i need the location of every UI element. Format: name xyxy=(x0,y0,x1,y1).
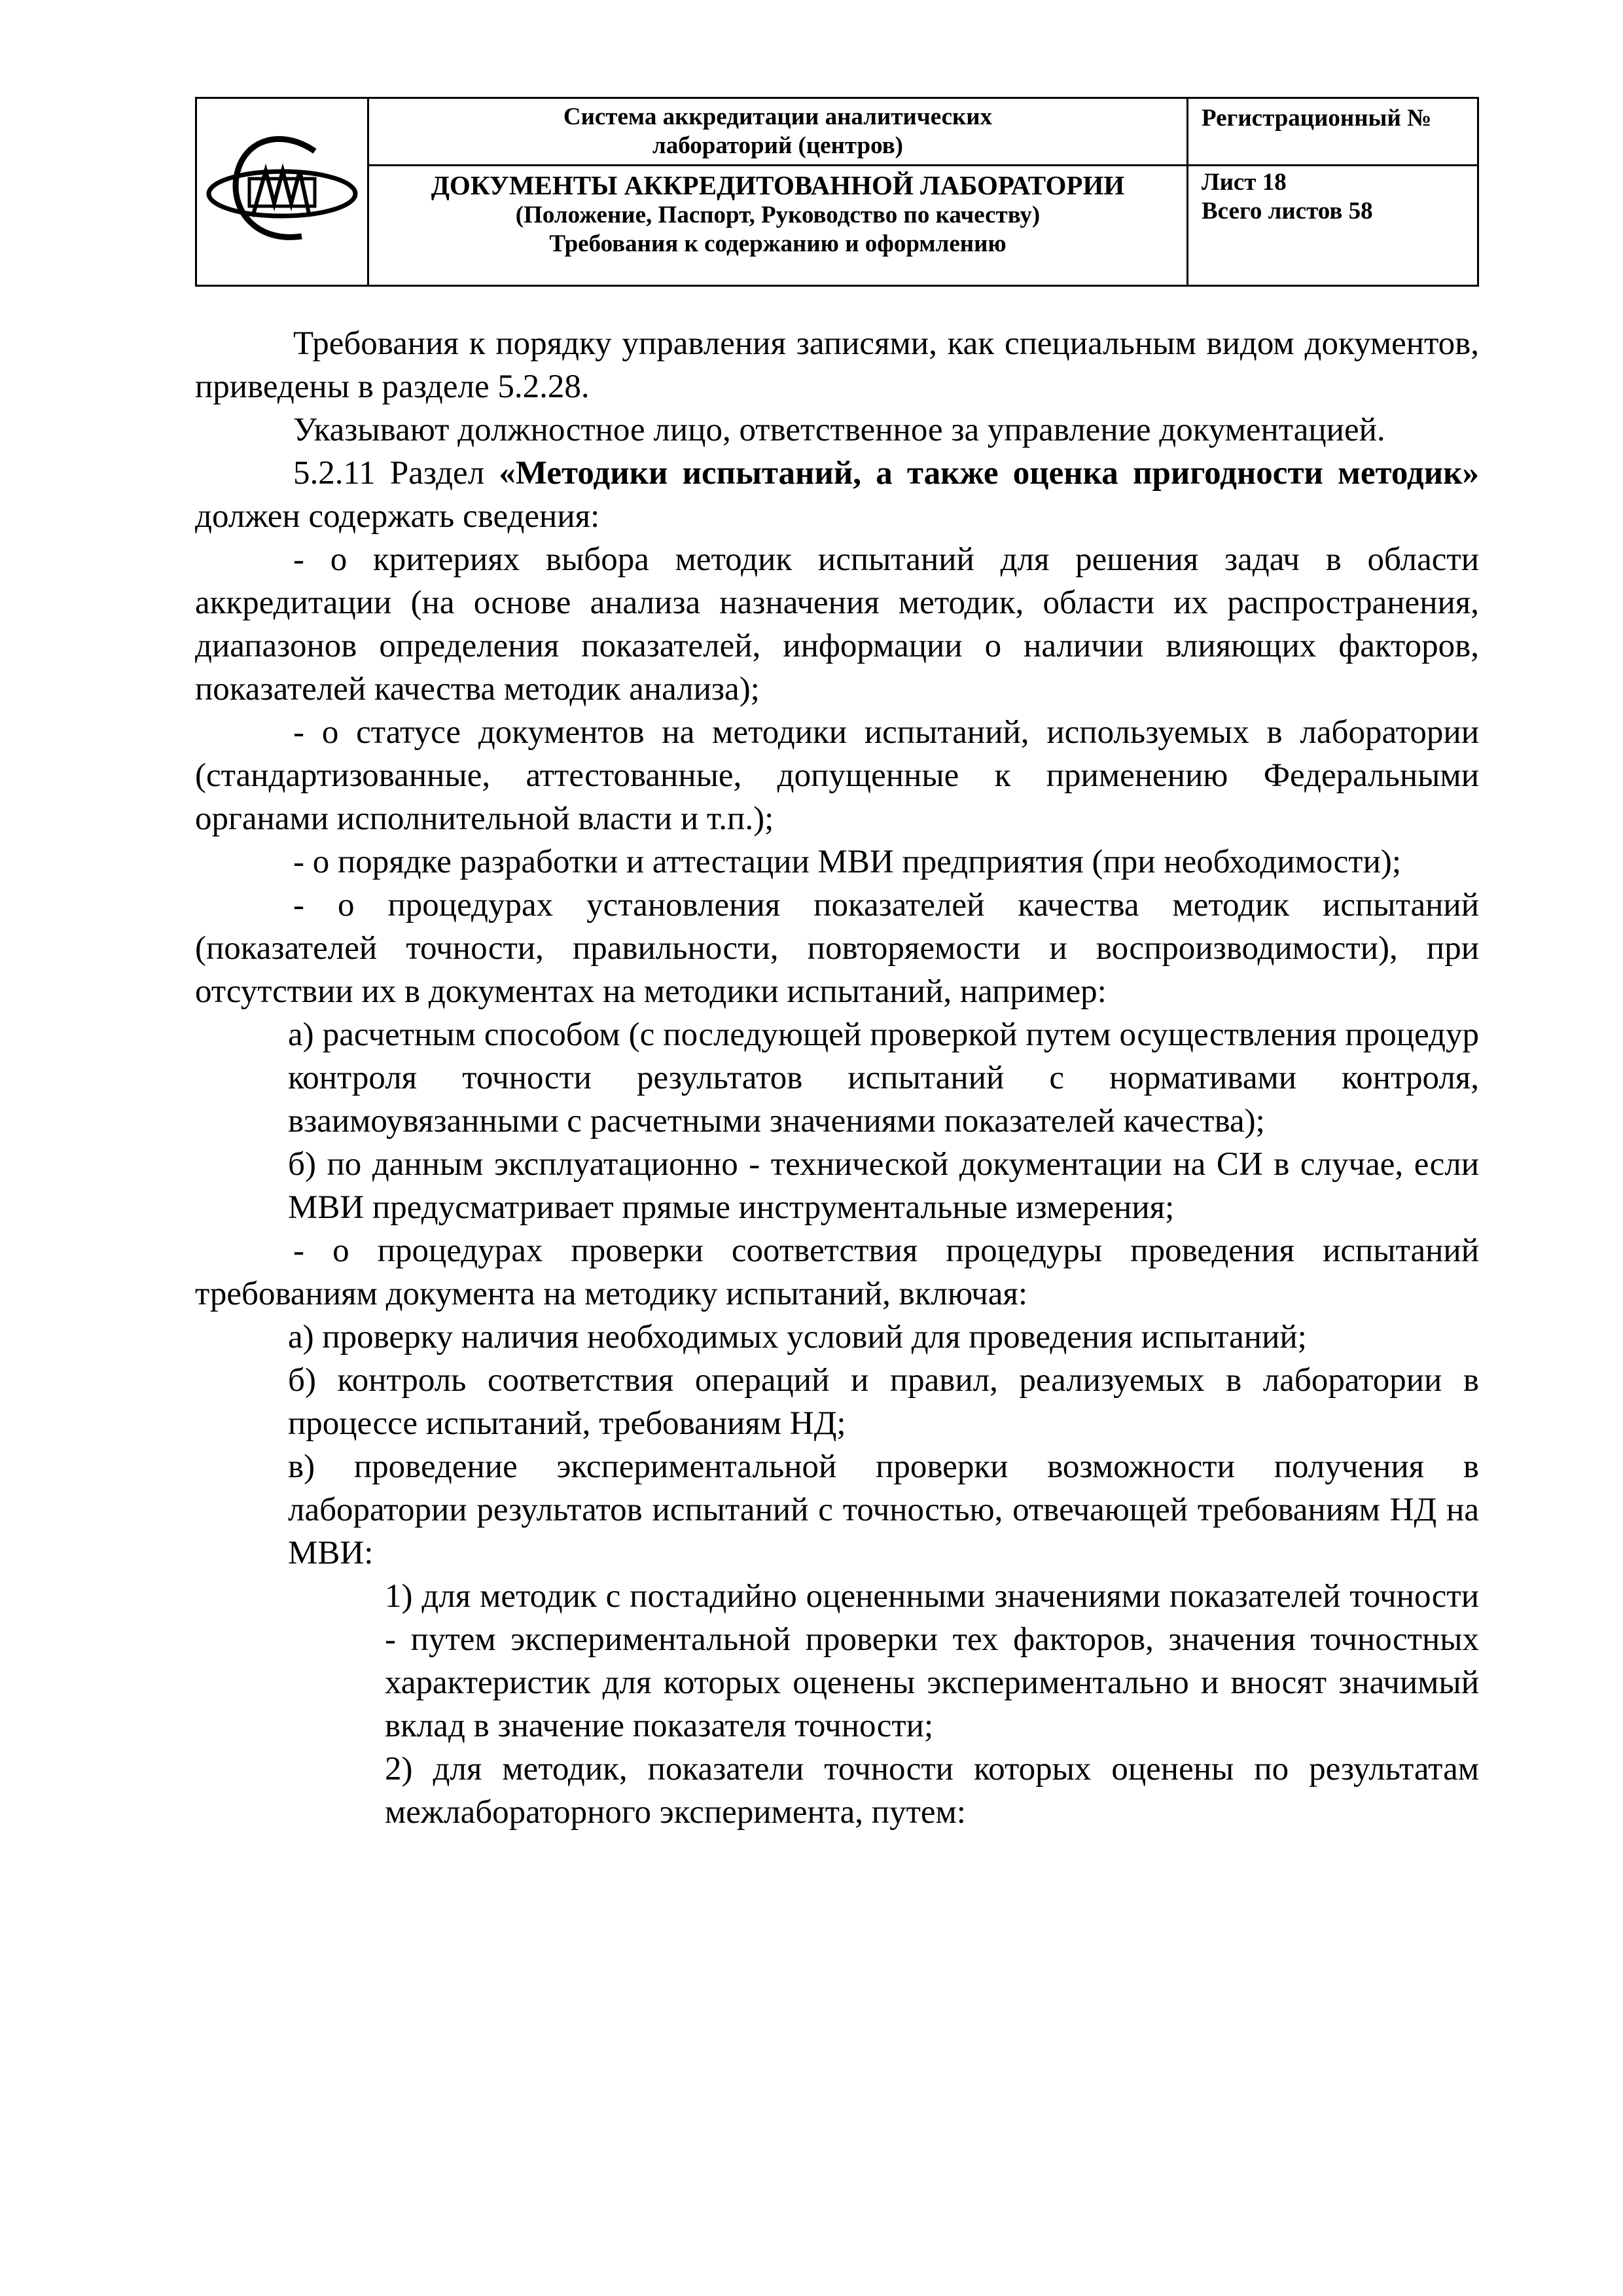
header-org-line1: Система аккредитации аналитических xyxy=(563,103,993,130)
nested-list-item: 1) для методик с постадийно оцененными значениями показателей точности - путем экспериментальной проверки тех факторов, значения точностных характеристик для которых оценены экспериментально и вносят значимый вклад в значение показателя точности; xyxy=(385,1578,1479,1744)
paragraph: Указывают должностное лицо, ответственное за управление документацией. xyxy=(293,412,1385,448)
section-intro: должен содержать сведения: xyxy=(195,498,600,535)
registration-number-label: Регистрационный № xyxy=(1202,105,1432,132)
sheet-number: Лист 18 xyxy=(1202,169,1287,196)
header-org-block xyxy=(369,103,1186,160)
list-item: - о процедурах проверки соответствия процедуры проведения испытаний требованиям документа на методику испытаний, включая: xyxy=(195,1232,1479,1312)
sub-list-item: б) контроль соответствия операций и правил, реализуемых в лаборатории в процессе испытаний, требованиям НД; xyxy=(288,1362,1479,1442)
section-number: 5.2.11 Раздел xyxy=(293,455,499,492)
header-doc-subtitle: (Положение, Паспорт, Руководство по качеству) xyxy=(515,202,1041,228)
list-item: - о процедурах установления показателей качества методик испытаний (показателей точности, правильности, повторяемости и воспроизводимости), при отсутствии их в документах на методики испытаний, например: xyxy=(195,887,1479,1010)
nested-list-item: 2) для методик, показатели точности которых оценены по результатам межлабораторного эксперимента, путем: xyxy=(385,1751,1479,1831)
sub-list-item: а) расчетным способом (с последующей проверкой путем осуществления процедур контроля точности результатов испытаний с нормативами контроля, взаимоувязанными с расчетными значениями показателей качества); xyxy=(288,1016,1479,1139)
header-doc-block xyxy=(369,170,1186,259)
sub-list-item: б) по данным эксплуатационно - технической документации на СИ в случае, если МВИ предусматривает прямые инструментальные измерения; xyxy=(288,1146,1479,1226)
section-title: «Методики испытаний, а также оценка пригодности методик» xyxy=(499,455,1480,492)
paragraph: Требования к порядку управления записями, как специальным видом документов, приведены в разделе 5.2.28. xyxy=(195,325,1479,405)
list-item: - о критериях выбора методик испытаний для решения задач в области аккредитации (на основе анализа назначения методик, области их распространения, диапазонов определения показателей, информации о наличии влияющих факторов, показателей качества методик анализа); xyxy=(195,541,1479,708)
document-header xyxy=(195,97,1479,287)
list-item: - о порядке разработки и аттестации МВИ предприятия (при необходимости); xyxy=(293,844,1402,880)
total-sheets: Всего листов 58 xyxy=(1202,198,1373,224)
sub-list-item: в) проведение экспериментальной проверки возможности получения в лаборатории результатов испытаний с точностью, отвечающей требованиям НД на МВИ: xyxy=(288,1448,1479,1571)
header-divider xyxy=(367,164,1477,166)
header-org-line2: лабораторий (центров) xyxy=(652,132,903,159)
header-doc-subtitle: Требования к содержанию и оформлению xyxy=(549,230,1007,257)
list-item: - о статусе документов на методики испытаний, используемых в лаборатории (стандартизованные, аттестованные, допущенные к применению Федеральными органами исполнительной власти и т.п.); xyxy=(195,714,1479,837)
sheet-info xyxy=(1202,168,1373,226)
document-body xyxy=(195,322,1479,1834)
header-divider xyxy=(1186,99,1188,285)
header-doc-title: ДОКУМЕНТЫ АККРЕДИТОВАННОЙ ЛАБОРАТОРИИ xyxy=(431,170,1125,200)
organization-logo xyxy=(204,125,361,262)
section-paragraph xyxy=(195,452,1479,538)
sub-list-item: а) проверку наличия необходимых условий для проведения испытаний; xyxy=(288,1319,1307,1355)
